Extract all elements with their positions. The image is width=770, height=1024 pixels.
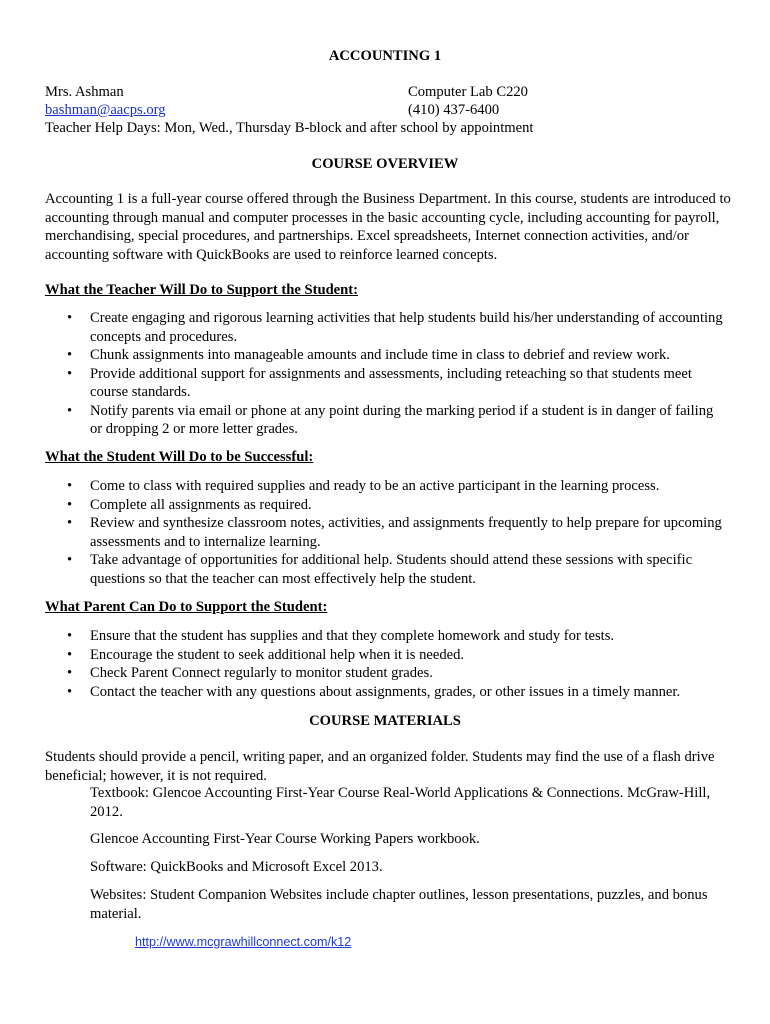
page-title: ACCOUNTING 1 — [328, 48, 442, 64]
materials-heading: COURSE MATERIALS — [309, 713, 461, 729]
bullet-icon: • — [67, 646, 73, 663]
software: Software: QuickBooks and Microsoft Excel 2013. — [90, 859, 383, 875]
bullet-icon: • — [67, 665, 73, 681]
bullet-icon: • — [67, 478, 73, 494]
list-item: • Come to class with required supplies and ready to be an active participant in the learning process. — [67, 478, 660, 494]
bullet-icon: • — [67, 347, 73, 363]
teacher-section-heading: What the Teacher Will Do to Support the Student: — [45, 282, 358, 298]
phone: (410) 437-6400 — [408, 102, 500, 118]
teacher-email-link[interactable]: bashman@aacps.org — [45, 102, 166, 118]
bullet-icon: • — [67, 628, 73, 644]
student-section-heading: What the Student Will Do to be Successful: — [45, 449, 314, 465]
bullet-icon: • — [67, 310, 73, 326]
bullet-icon: • — [67, 402, 73, 419]
list-item: • Create engaging and rigorous learning activities that help students build his/her understanding of accounting concepts and procedures. — [67, 310, 723, 345]
list-item: • Check Parent Connect regularly to monitor student grades. — [67, 665, 433, 681]
materials-intro: Students should provide a pencil, writing paper, and an organized folder. Students may find the use of a flash drive beneficial; however, it is not required. — [45, 749, 715, 784]
companion-website-link[interactable]: http://www.mcgrawhillconnect.com/k12 — [135, 935, 352, 949]
student-list — [45, 477, 725, 588]
overview-heading: COURSE OVERVIEW — [311, 156, 459, 172]
help-days: Teacher Help Days: Mon, Wed., Thursday B-block and after school by appointment — [45, 120, 534, 136]
list-item: • Review and synthesize classroom notes, activities, and assignments frequently to help prepare for upcoming assessments and to internalize learning. — [67, 515, 722, 550]
websites: Websites: Student Companion Websites include chapter outlines, lesson presentations, puzzles, and bonus material. — [90, 887, 708, 922]
list-item: • Complete all assignments as required. — [67, 496, 312, 513]
bullet-icon: • — [67, 552, 73, 568]
bullet-icon: • — [67, 515, 73, 531]
parent-section-heading: What Parent Can Do to Support the Student: — [45, 599, 328, 615]
overview-text: Accounting 1 is a full-year course offered through the Business Department. In this course, students are introduced to accounting through manual and computer processes in the basic accounting cycle, including accounting for payroll, merchandising, special procedures, and partnerships. Excel spreadsheets, Internet connection activities, and/or accounting software with QuickBooks are used to reinforce learned concepts. — [45, 191, 731, 263]
list-item: • Provide additional support for assignments and assessments, including reteaching so that students meet course standards. — [67, 365, 692, 400]
list-item: • Chunk assignments into manageable amounts and include time in class to debrief and review work. — [67, 347, 670, 363]
workbook: Glencoe Accounting First-Year Course Working Papers workbook. — [90, 831, 480, 847]
list-item: • Ensure that the student has supplies and that they complete homework and study for tests. — [67, 628, 615, 644]
list-item: • Notify parents via email or phone at any point during the marking period if a student is in danger of failing or dropping 2 or more letter grades. — [67, 402, 714, 437]
textbook: Textbook: Glencoe Accounting First-Year Course Real-World Applications & Connections. McGraw-Hill, 2012. — [90, 785, 711, 820]
list-item: • Encourage the student to seek additional help when it is needed. — [67, 646, 465, 663]
list-item: • Contact the teacher with any questions about assignments, grades, or other issues in a timely manner. — [67, 683, 681, 700]
bullet-icon: • — [67, 496, 73, 513]
teacher-name: Mrs. Ashman — [45, 84, 124, 100]
room: Computer Lab C220 — [408, 84, 528, 100]
bullet-icon: • — [67, 683, 73, 700]
list-item: • Take advantage of opportunities for additional help. Students should attend these sessions with specific questions so that the teacher can most effectively help the student. — [67, 552, 693, 587]
bullet-icon: • — [67, 365, 73, 382]
teacher-list — [45, 309, 725, 439]
parent-list — [45, 627, 725, 701]
